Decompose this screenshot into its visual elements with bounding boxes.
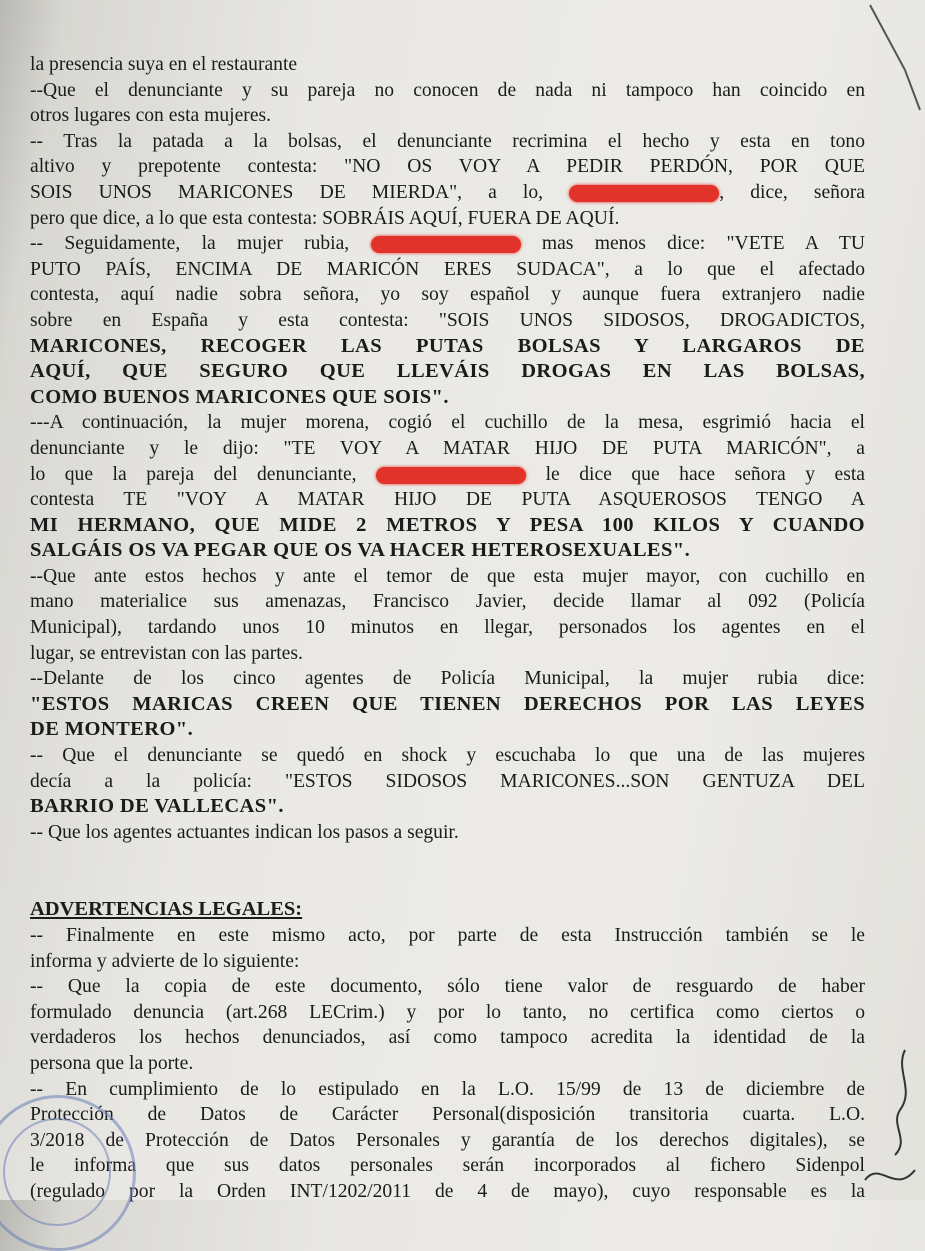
redaction-mark [371, 236, 521, 253]
text-line: ADVERTENCIAS LEGALES: [30, 898, 303, 921]
text-line: -- En cumplimiento de lo estipulado en la L.O. 15/99 de 13 de diciembre de [30, 1078, 865, 1100]
redaction-mark [376, 467, 526, 484]
text-line: COMO BUENOS MARICONES QUE SOIS". [30, 385, 449, 408]
text-line: -- Finalmente en este mismo acto, por parte de esta Instrucción también se le [30, 925, 865, 946]
text-line: --Delante de los cinco agentes de Policía Municipal, la mujer rubia dice: [30, 668, 865, 690]
text-line: MARICONES, RECOGER LAS PUTAS BOLSAS Y LARGAROS DE [30, 334, 865, 357]
text-line: informa y advierte de lo siguiente: [30, 950, 300, 972]
document-body [30, 52, 865, 1205]
text-line: -- Seguidamente, la mujer rubia, mas menos dice: "VETE A TU [30, 233, 865, 255]
text-line: MI HERMANO, QUE MIDE 2 METROS Y PESA 100 KILOS Y CUANDO [30, 513, 865, 536]
text-line: ---A continuación, la mujer morena, cogió el cuchillo de la mesa, esgrimió hacia el [30, 412, 865, 434]
text-line: formulado denuncia (art.268 LECrim.) y por lo tanto, no certifica como ciertos o [30, 1001, 865, 1023]
text-line: persona que la porte. [30, 1052, 194, 1074]
text-line: --Que ante estos hechos y ante el temor de que esta mujer mayor, con cuchillo en [30, 565, 865, 587]
text-line: Protección de Datos de Carácter Personal(disposición transitoria cuarta. L.O. [30, 1104, 865, 1126]
text-line: DE MONTERO". [30, 718, 194, 741]
text-line: -- Que el denunciante se quedó en shock y escuchaba lo que una de las mujeres [30, 745, 865, 767]
text-line: --Que el denunciante y su pareja no conocen de nada ni tampoco han coincido en [30, 79, 865, 101]
text-line: (regulado por la Orden INT/1202/2011 de 4 de mayo), cuyo responsable es la [30, 1180, 865, 1202]
text-line: altivo y prepotente contesta: "NO OS VOY A PEDIR PERDÓN, POR QUE [30, 156, 865, 178]
text-line: -- Que la copia de este documento, sólo tiene valor de resguardo de haber [30, 976, 865, 998]
text-line [30, 871, 865, 897]
text-line: lugar, se entrevistan con las partes. [30, 642, 303, 664]
text-line: AQUÍ, QUE SEGURO QUE LLEVÁIS DROGAS EN LAS BOLSAS, [30, 360, 865, 383]
text-line: la presencia suya en el restaurante [30, 54, 298, 75]
text-line: lo que la pareja del denunciante, le dice que hace señora y esta [30, 463, 865, 485]
handwritten-signature-icon [845, 1030, 925, 1200]
text-line: otros lugares con esta mujeres. [30, 105, 272, 127]
text-line: SALGÁIS OS VA PEGAR QUE OS VA HACER HETEROSEXUALES". [30, 539, 691, 562]
redaction-mark [569, 185, 719, 202]
text-line: SOIS UNOS MARICONES DE MIERDA", a lo, , dice, señora [30, 181, 865, 203]
text-line: contesta TE "VOY A MATAR HIJO DE PUTA ASQUEROSOS TENGO A [30, 489, 865, 511]
text-line: -- Que los agentes actuantes indican los pasos a seguir. [30, 821, 459, 843]
text-line [30, 845, 865, 871]
text-line: 3/2018 de Protección de Datos Personales y garantía de los derechos digitales), se [30, 1129, 865, 1151]
text-line: "ESTOS MARICAS CREEN QUE TIENEN DERECHOS POR LAS LEYES [30, 692, 865, 715]
text-line: mano materialice sus amenazas, Francisco Javier, decide llamar al 092 (Policía [30, 591, 865, 613]
text-line: decía a la policía: "ESTOS SIDOSOS MARICONES...SON GENTUZA DEL [30, 770, 865, 792]
text-line: pero que dice, a lo que esta contesta: SOBRÁIS AQUÍ, FUERA DE AQUÍ. [30, 207, 620, 229]
text-line: le informa que sus datos personales serán incorporados al fichero Sidenpol [30, 1155, 865, 1177]
text-line: verdaderos los hechos denunciados, así como tampoco acredita la identidad de la [30, 1027, 865, 1049]
margin-mark-icon [865, 0, 925, 120]
text-line: Municipal), tardando unos 10 minutos en llegar, personados los agentes en el [30, 617, 865, 639]
text-line: PUTO PAÍS, ENCIMA DE MARICÓN ERES SUDACA", a lo que el afectado [30, 258, 865, 280]
text-line: denunciante y le dijo: "TE VOY A MATAR HIJO DE PUTA MARICÓN", a [30, 437, 865, 459]
text-line: contesta, aquí nadie sobra señora, yo soy español y aunque fuera extranjero nadie [30, 284, 865, 306]
text-line: BARRIO DE VALLECAS". [30, 795, 284, 818]
text-line: sobre en España y esta contesta: "SOIS UNOS SIDOSOS, DROGADICTOS, [30, 309, 865, 331]
text-line: -- Tras la patada a la bolsas, el denunciante recrimina el hecho y esta en tono [30, 130, 865, 152]
